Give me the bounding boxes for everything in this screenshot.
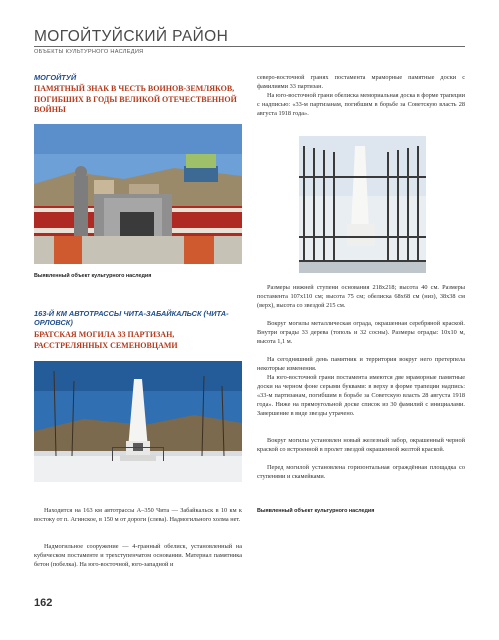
photo-obelisk-winter	[34, 361, 242, 482]
photo-obelisk-fence	[299, 136, 426, 273]
photo2-caption: Выявленный объект культурного наследия	[257, 508, 375, 514]
photo-memorial	[34, 124, 242, 264]
section1-place: МОГОЙТУЙ	[34, 73, 77, 82]
section1-title: ПАМЯТНЫЙ ЗНАК В ЧЕСТЬ ВОИНОВ-ЗЕМЛЯКОВ, ПОГИБШИХ В ГОДЫ ВЕЛИКОЙ ОТЕЧЕСТВЕННОЙ ВОЙНЫ	[34, 84, 237, 114]
section-subtitle: ОБЪЕКТЫ КУЛЬТУРНОГО НАСЛЕДИЯ	[34, 49, 144, 55]
right-paragraph-8: Перед могилой установлена горизонтальная ограждённая площадка со ступенями и скамейками.	[257, 464, 465, 480]
right-paragraph-2: На юго-восточной грани обелиска мемориальная доска в форме трапеции с надписью: «33-м партизанам, погибшим в борьбе за Советскую власть 28 августа 1918 года».	[257, 92, 465, 117]
page-number: 162	[34, 597, 53, 609]
right-paragraph-1: северо-восточной гранях постамента мраморные памятные доски с фамилиями 33 партизан.	[257, 74, 465, 90]
left-paragraph-1: Находится на 163 км автотрассы А–350 Чита — Забайкальск в 10 км к востоку от п. Агинское, в 150 м от дороги (слева). Надмогильного холма нет.	[34, 507, 242, 523]
section2-place: 163-Й КМ АВТОТРАССЫ ЧИТА-ЗАБАЙКАЛЬСК (ЧИТА-ОРЛОВСК)	[34, 309, 229, 327]
section2-title: БРАТСКАЯ МОГИЛА 33 ПАРТИЗАН, РАССТРЕЛЯННЫХ СЕМЕНОВЦАМИ	[34, 330, 178, 350]
right-paragraph-3: Размеры нижней ступени основания 218х218; высота 40 см. Размеры постамента 107х110 см; высота 75 см; обелиска 68х68 см (низ), 38х38 см (верх), высота со звездой 215 см.	[257, 284, 465, 309]
right-paragraph-4: Вокруг могилы металлическая ограда, окрашенная серебряной краской. Внутри ограды 33 дерева (тополь и 32 сосны). Размеры ограды: 10х10 м, высота 1,1 м.	[257, 320, 465, 345]
header-rule	[34, 46, 465, 47]
right-paragraph-7: Вокруг могилы установлен новый железный забор, окрашенный черной краской со встроенной в пролет звездой окрашенной желтой краской.	[257, 437, 465, 453]
right-paragraph-6: На юго-восточной грани постамента имеются две мраморные памятные доски на черном фоне серыми буквами: в верху в форме трапеции надпись: «33-м партизанам, погибшим в борьбе за Советскую власть 28 августа 1918 года». Ниже на прямоугольной доске список из 30 фамилий с инициалами. Завершение в виде звезды утрачено.	[257, 374, 465, 417]
section-title: МОГОЙТУЙСКИЙ РАЙОН	[34, 28, 229, 45]
right-paragraph-5: На сегодняшний день памятник и территория вокруг него претерпела некоторые изменения.	[257, 356, 465, 372]
photo1-caption: Выявленный объект культурного наследия	[34, 273, 152, 279]
left-paragraph-2: Надмогильное сооружение — 4-гранный обелиск, установленный на кубическом постаменте и трехступенчатом основании. Материал памятника бетон (побелка). На юго-восточной, юго-западной и	[34, 543, 242, 568]
